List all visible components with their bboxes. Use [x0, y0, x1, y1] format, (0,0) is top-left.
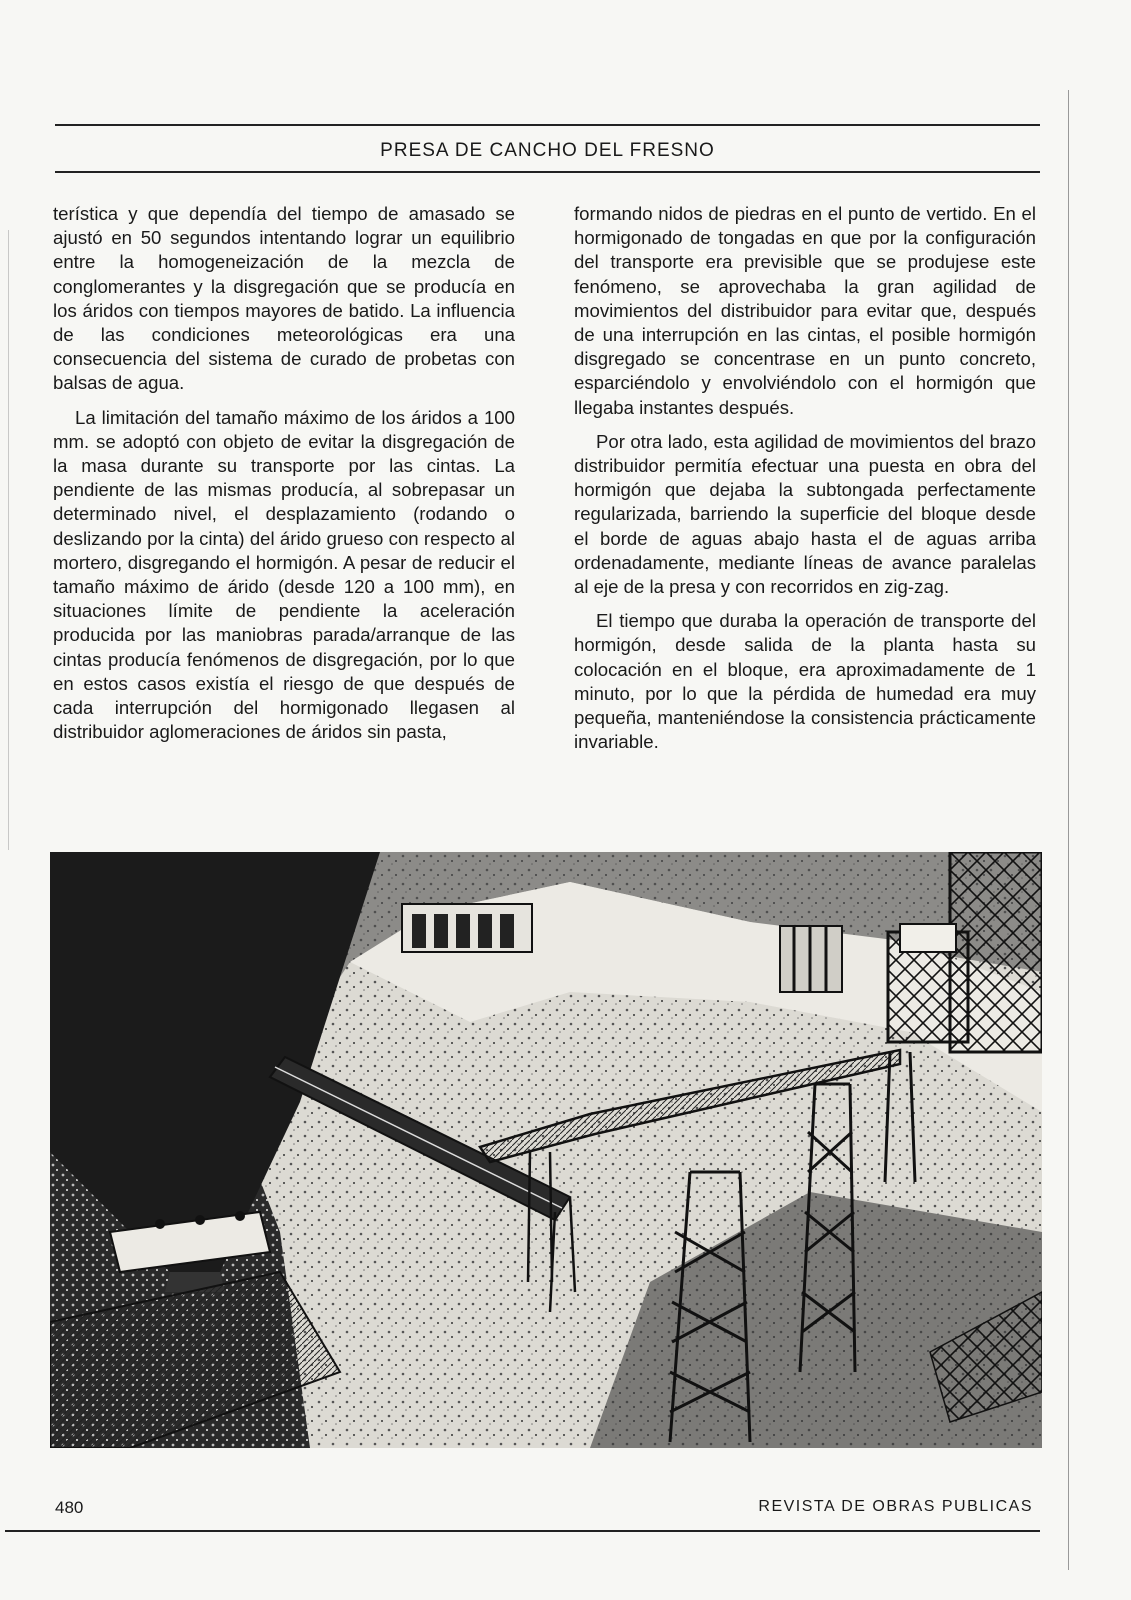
journal-name: REVISTA DE OBRAS PUBLICAS — [758, 1498, 1033, 1515]
right-paragraph-2: Por otra lado, esta agilidad de movimientos del brazo distribuidor permitía efectuar una puesta en obra del hormigón que dejaba la subtongada perfectamente regularizada, barriendo la superficie del bloque desde el borde de aguas abajo hasta el de aguas arriba ordenadamente, mediante líneas de avance paralelas al eje de la presa y con recorridos en zig-zag. — [574, 430, 1036, 598]
right-margin-line — [1068, 90, 1069, 1570]
right-text-column — [574, 202, 1036, 764]
running-title: PRESA DE CANCHO DEL FRESNO — [380, 140, 715, 161]
right-paragraph-3: El tiempo que duraba la operación de transporte del hormigón, desde salida de la planta hasta su colocación en el bloque, era aproximadamente de 1 minuto, por lo que la pérdida de humedad era muy pequeña, manteniéndose la consistencia prácticamente invariable. — [574, 610, 1036, 753]
left-paragraph-1: terística y que dependía del tiempo de amasado se ajustó en 50 segundos intentando lograr un equilibrio entre la homogeneización de la mezcla de conglomerantes y la disgregación que se producía en los áridos con tiempos mayores de batido. La influencia de las condiciones meteorológicas era una consecuencia del sistema de curado de probetas con balsas de agua. — [53, 203, 515, 394]
page-number: 480 — [55, 1498, 84, 1517]
header-top-rule — [55, 124, 1040, 126]
left-margin-line — [8, 230, 9, 850]
construction-photo — [50, 852, 1042, 1448]
left-text-column — [53, 202, 515, 754]
footer-rule — [5, 1530, 1040, 1532]
left-paragraph-2: La limitación del tamaño máximo de los áridos a 100 mm. se adoptó con objeto de evitar la disgregación de la masa durante su transporte por las cintas. La pendiente de las mismas producía, al sobrepasar un determinado nivel, el desplazamiento (rodando o deslizando por la cinta) del árido grueso con respecto al mortero, disgregando el hormigón. A pesar de reducir el tamaño máximo de árido (desde 120 a 100 mm), en situaciones límite de pendiente la aceleración producida por las maniobras parada/arranque de las cintas producía fenómenos de disgregación, por lo que en estos casos existía el riesgo de que después de cada interrupción del hormigonado llegasen al distribuidor aglomeraciones de áridos sin pasta, — [53, 406, 515, 743]
header-bottom-rule — [55, 171, 1040, 173]
conveyor-site-illustration — [50, 852, 1042, 1448]
right-paragraph-1: formando nidos de piedras en el punto de vertido. En el hormigonado de tongadas en que por la configuración del transporte era previsible que se produjese este fenómeno, se aprovechaba la gran agilidad de movimientos del distribuidor para evitar que, después de una interrupción en las cintas, el posible hormigón disgregado se concentrase en un punto concreto, esparciéndolo y envolviéndolo con el hormigón que llegaba instantes después. — [574, 203, 1036, 418]
